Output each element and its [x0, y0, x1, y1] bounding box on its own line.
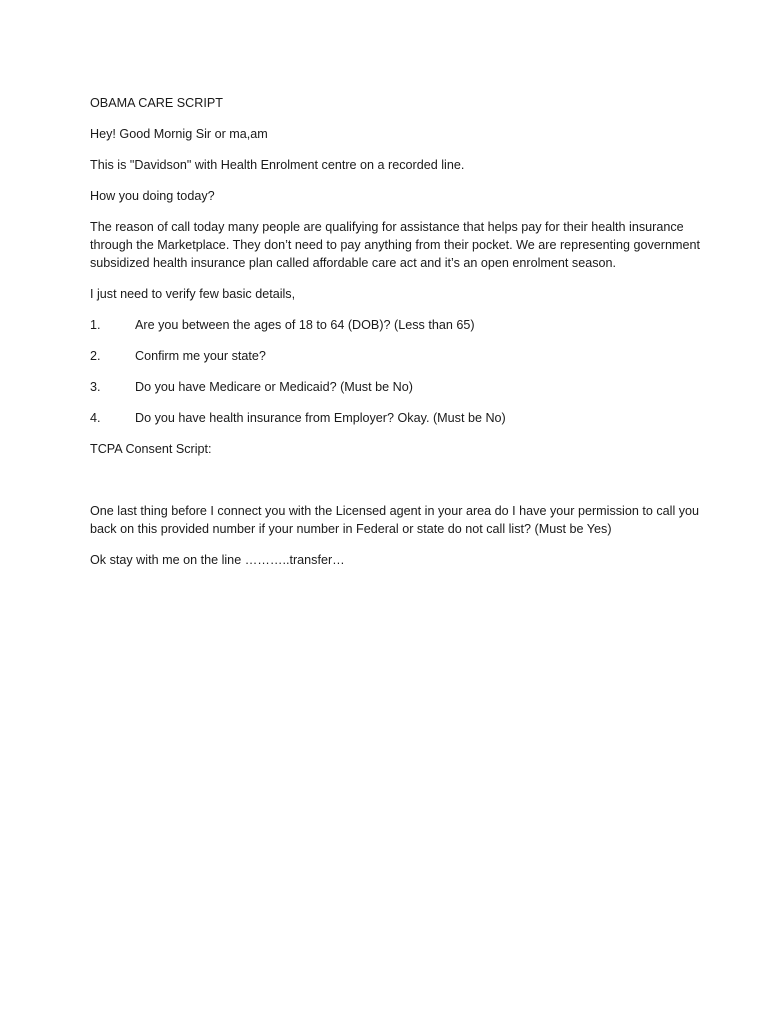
- blank-line: [90, 471, 700, 502]
- document-body: [90, 94, 700, 582]
- intro-line: This is "Davidson" with Health Enrolment centre on a recorded line.: [90, 158, 465, 172]
- tcpa-heading: TCPA Consent Script:: [90, 442, 212, 456]
- question-number: 3.: [90, 380, 101, 394]
- closing-line: Ok stay with me on the line ………..transfer…: [90, 553, 345, 567]
- question-text: Confirm me your state?: [135, 349, 266, 363]
- question-item: [90, 409, 700, 427]
- question-text: Do you have health insurance from Employer? Okay. (Must be No): [135, 411, 506, 425]
- question-item: [90, 378, 700, 396]
- question-item: [90, 316, 700, 334]
- verify-intro-line: I just need to verify few basic details,: [90, 287, 296, 301]
- question-text: Do you have Medicare or Medicaid? (Must be No): [135, 380, 413, 394]
- question-text: Are you between the ages of 18 to 64 (DOB)? (Less than 65): [135, 318, 475, 332]
- document-title: OBAMA CARE SCRIPT: [90, 96, 223, 110]
- question-number: 2.: [90, 349, 101, 363]
- question-number: 4.: [90, 411, 101, 425]
- question-item: [90, 347, 700, 365]
- consent-paragraph: One last thing before I connect you with the Licensed agent in your area do I have your permission to call you back on this provided number if your number in Federal or state do not call list? (Must be Yes): [90, 504, 700, 536]
- question-number: 1.: [90, 318, 101, 332]
- greeting-line: Hey! Good Mornig Sir or ma,am: [90, 127, 268, 141]
- reason-paragraph: The reason of call today many people are qualifying for assistance that helps pay for their health insurance through the Marketplace. They don’t need to pay anything from their pocket. We are representing government subsidized health insurance plan called affordable care act and it’s an open enrolment season.: [90, 220, 700, 270]
- how-are-you-line: How you doing today?: [90, 189, 215, 203]
